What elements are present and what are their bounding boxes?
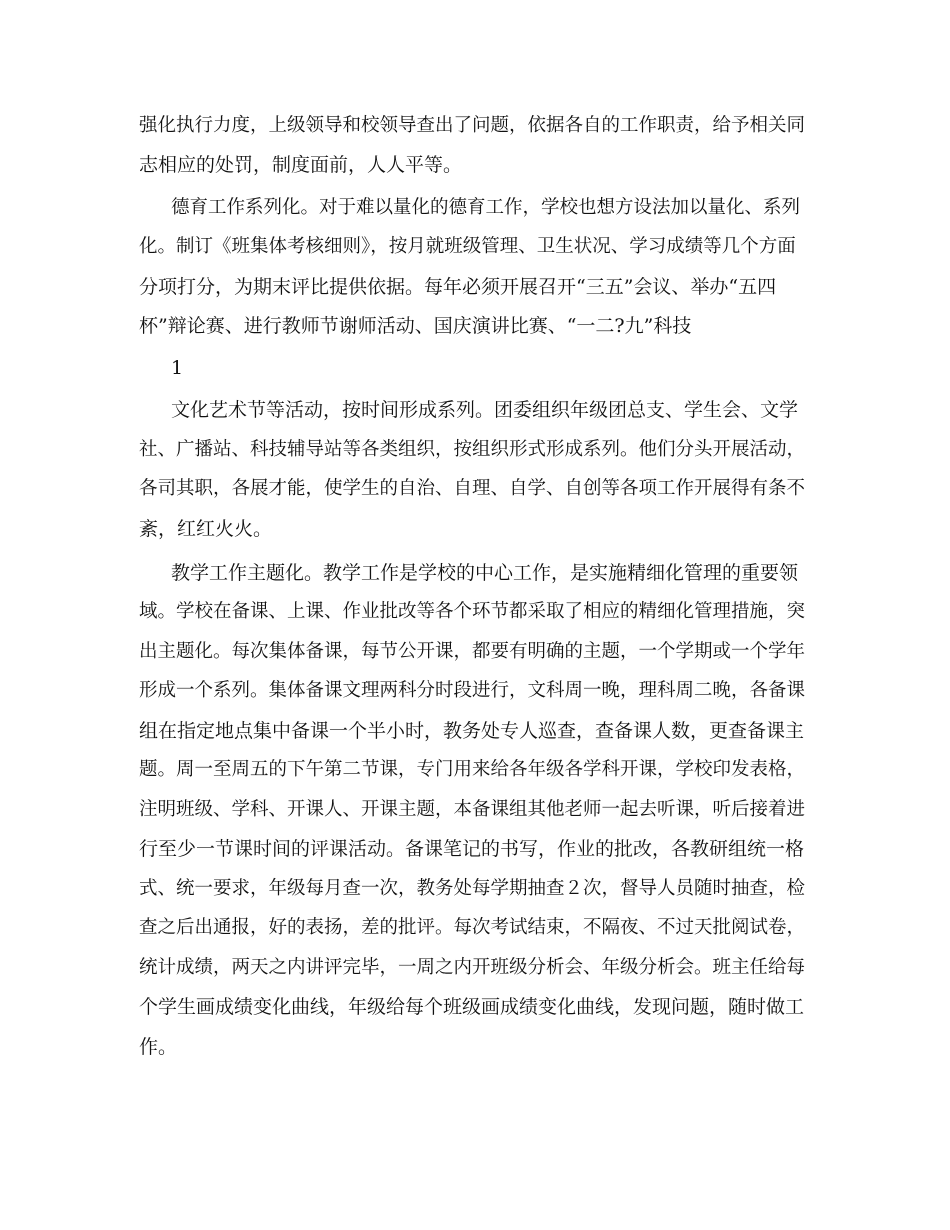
text-line: 强化执行力度，上级领导和校领导查出了问题，依据各自的工作职责，给予相关同	[139, 115, 806, 136]
text-line: 化。制订《班集体考核细则》，按月就班级管理、卫生状况、学习成绩等几个方面	[139, 236, 796, 257]
text-line: 组在指定地点集中备课一个半小时，教务处专人巡查，查备课人数，更查备课主	[139, 720, 805, 742]
text-line: 式、统一要求，年级每月查一次，教务处每学期抽查２次，督导人员随时抽查，检	[139, 878, 806, 899]
text-line: 杯”辩论赛、进行教师节谢师活动、国庆演讲比赛、“一二?九”科技	[139, 315, 692, 337]
text-line: 紊，红红火火。	[139, 518, 273, 540]
text-line: 注明班级、学科、开课人、开课主题，本备课组其他老师一起去听课，听后接着进	[139, 799, 806, 820]
paragraph-start-line: 文化艺术节等活动，按时间形成系列。团委组织年级团总支、学生会、文学	[171, 399, 799, 421]
text-line: 域。学校在备课、上课、作业批改等各个环节都采取了相应的精细化管理措施，突	[139, 601, 806, 622]
text-line: 统计成绩，两天之内讲评完毕，一周之内开班级分析会、年级分析会。班主任给每	[139, 957, 806, 978]
text-line: 志相应的处罚，制度面前，人人平等。	[139, 154, 463, 176]
text-line: 形成一个系列。集体备课文理两科分时段进行，文科周一晚，理科周二晚，各备课	[139, 680, 806, 701]
text-line: 出主题化。每次集体备课，每节公开课，都要有明确的主题，一个学期或一个学年	[139, 641, 806, 662]
text-line: 行至少一节课时间的评课活动。备课笔记的书写，作业的批改，各教研组统一格	[139, 838, 805, 860]
text-line: 个学生画成绩变化曲线，年级给每个班级画成绩变化曲线，发现问题，随时做工	[139, 996, 805, 1018]
text-line: 社、广播站、科技辅导站等各类组织，按组织形式形成系列。他们分头开展活动，	[139, 439, 806, 460]
paragraph-start-line: 德育工作系列化。对于难以量化的德育工作，学校也想方设法加以量化、系列	[171, 197, 801, 218]
text-line: 分项打分，为期末评比提供依据。每年必须开展召开“三五”会议、举办“五四	[139, 276, 777, 298]
text-line: 题。周一至周五的下午第二节课，专门用来给各年级各学科开课，学校印发表格，	[139, 759, 806, 780]
text-line: 查之后出通报，好的表扬，差的批评。每次考试结束，不隔夜、不过天批阅试卷，	[139, 917, 806, 938]
page-number: 1	[171, 357, 184, 379]
text-line: 各司其职，各展才能，使学生的自治、自理、自学、自创等各项工作开展得有条不	[139, 478, 806, 499]
paragraph-start-line: 教学工作主题化。教学工作是学校的中心工作，是实施精细化管理的重要领	[171, 562, 799, 584]
text-line: 作。	[139, 1036, 178, 1058]
